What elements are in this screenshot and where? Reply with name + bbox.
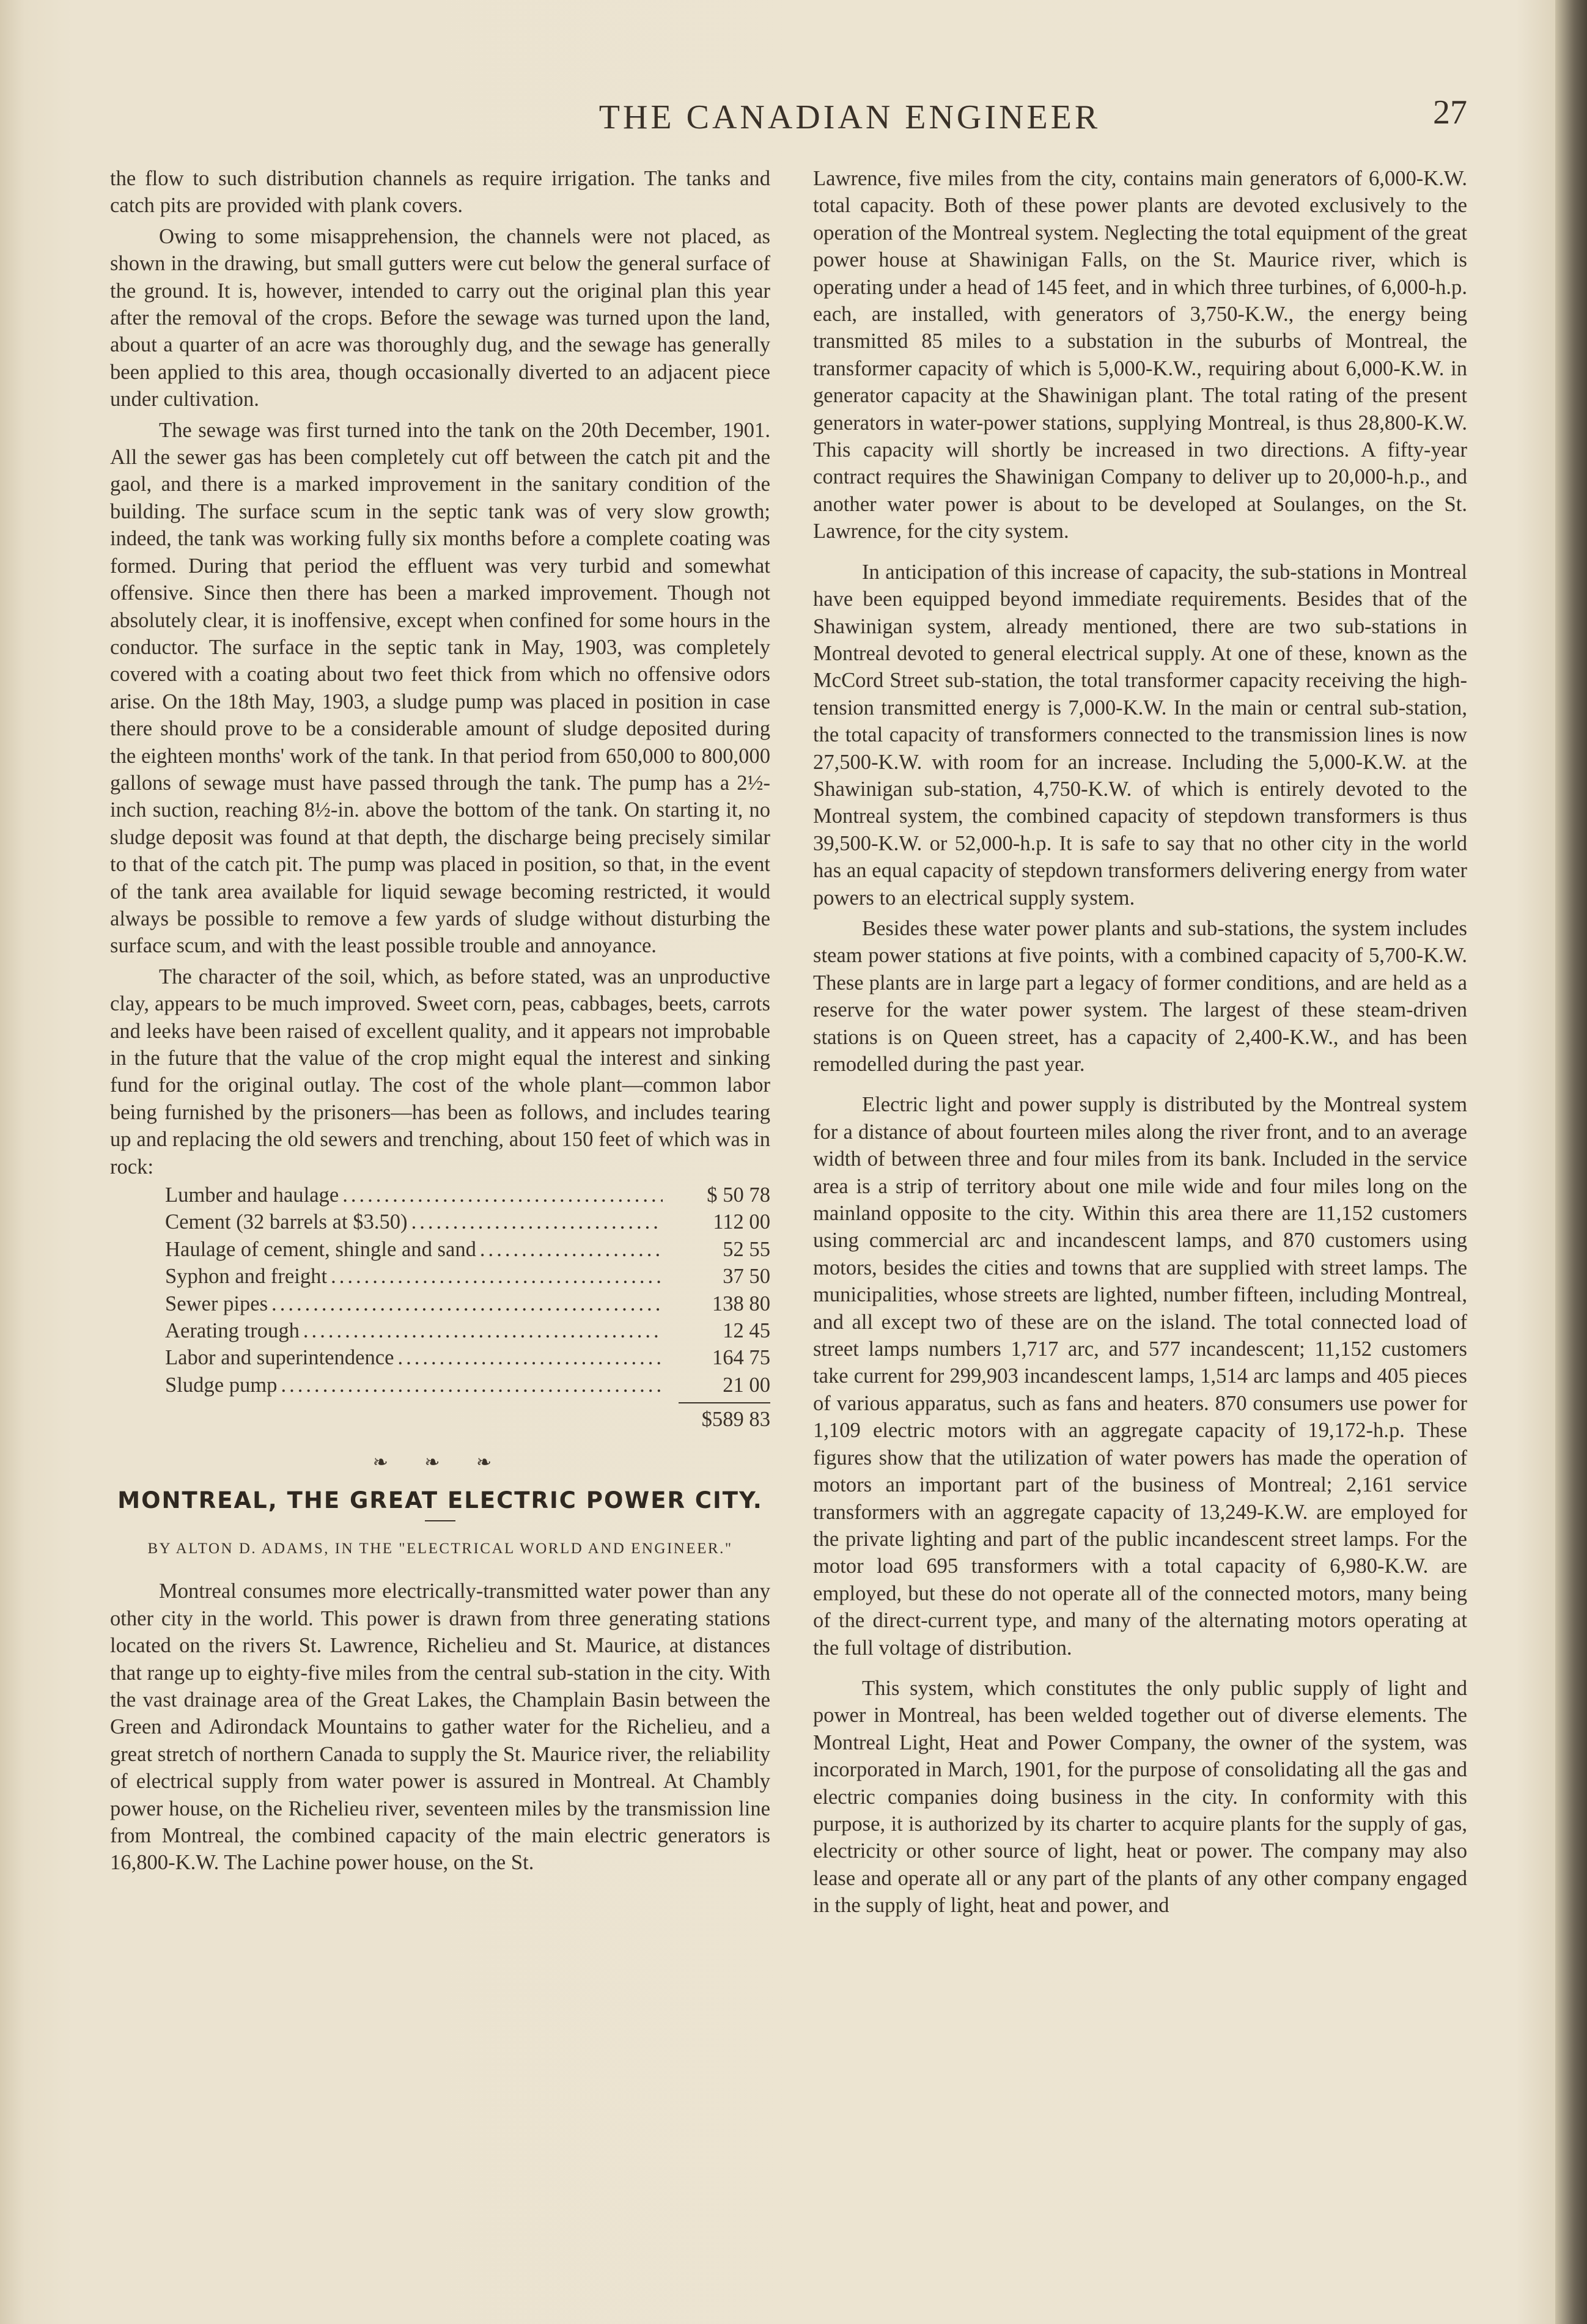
paragraph: Owing to some misapprehension, the channels were not placed, as shown in the drawing, but small gutters were cut below the general surface of the ground. It is, however, intended to carry out the original plan this year after the removal of the crops. Before the sewage was turned upon the land, about a quarter of an acre was thoroughly dug, and the sewage has generally been applied to this area, though occasionally diverted to an adjacent piece under cultivation. [110, 224, 770, 411]
cost-row [165, 1317, 770, 1344]
dot-leader [342, 1182, 663, 1208]
paragraph: The sewage was first turned into the tank on the 20th December, 1901. All the sewer gas has been completely cut off between the catch pit and the gaol, and there is a marked improvement in the sanitary condition of the building. The surface scum in the septic tank was of very slow growth; indeed, the tank was working fully six months before a complete coating was formed. During that period the effluent was very turbid and somewhat offensive. Since then there has been a marked improvement. Though not absolutely clear, it is inoffensive, except when confined for some hours in the conductor. The surface in the septic tank in May, 1903, was completely covered with a coating about two feet thick from which no offensive odors arise. On the 18th May, 1903, a sludge pump was placed in position in case there should prove to be a considerable amount of sludge deposited during the eighteen months' work of the tank. In that period from 650,000 to 800,000 gallons of sewage must have passed through the tank. The pump has a 2½-inch suction, reaching 8½-in. above the bottom of the tank. On starting it, no sludge deposit was found at that depth, the discharge being precisely similar to that of the catch pit. The pump was placed in position, so that, in the event of the tank area available for liquid sewage becoming restricted, it would always be possible to remove a few yards of sludge without disturbing the surface scum, and with the least possible trouble and annoyance. [110, 418, 770, 958]
cost-row [165, 1208, 770, 1235]
cost-row [165, 1372, 770, 1399]
dot-leader [480, 1236, 663, 1263]
cost-total: $589 83 [701, 1408, 770, 1432]
article-byline: BY ALTON D. ADAMS, IN THE "ELECTRICAL WORLD AND ENGINEER." [147, 1540, 733, 1557]
page-number: 27 [1433, 94, 1467, 131]
binding-edge [1555, 0, 1587, 2324]
cost-amount: 12 45 [723, 1318, 770, 1342]
cost-amount: 52 55 [723, 1237, 770, 1261]
paragraph: In anticipation of this increase of capacity, the sub-stations in Montreal have been equipped beyond immediate requirements. Besides that of the Shawinigan system, already mentioned, there are two sub-stations in Montreal devoted to general electrical supply. At one of these, known as the McCord Street sub-station, the total transformer capacity receiving the high-tension transmitted energy is 7,000-K.W. In the main or central sub-station, the total capacity of transformers connected to the transmission lines is now 27,500-K.W. with room for an increase. Including the 5,000-K.W. at the Shawinigan sub-station, 4,750-K.W. of which is entirely devoted to the Montreal system, the combined capacity of stepdown transformers is thus 39,500-K.W. or 52,000-h.p. It is safe to say that no other city in the world has an equal capacity of stepdown transformers delivering energy from water powers to an electrical supply system. [813, 560, 1467, 910]
journal-title: THE CANADIAN ENGINEER [598, 98, 1101, 136]
dot-leader [271, 1290, 663, 1317]
right-column [813, 165, 1467, 1919]
cost-item: Sewer pipes [165, 1292, 268, 1315]
dot-leader [331, 1263, 663, 1290]
cost-amount: 112 00 [713, 1210, 770, 1234]
paragraph: This system, which constitutes the only public supply of light and power in Montreal, has been welded together out of diverse elements. The Montreal Light, Heat and Power Company, the owner of the system, was incorporated in March, 1901, for the purpose of consolidating all the gas and electric companies doing business in the city. In conformity with this purpose, it is authorized by its charter to acquire plants for the supply of gas, electricity or other source of light, heat or power. The company may also lease and operate all or any part of the plants of any other company engaged in the supply of light, heat and power, and [813, 1676, 1467, 1918]
cost-item: Lumber and haulage [165, 1183, 339, 1207]
cost-amount: 21 00 [723, 1373, 770, 1397]
total-rule [679, 1402, 770, 1403]
cost-item: Syphon and freight [165, 1265, 328, 1289]
cost-amount: 37 50 [723, 1265, 770, 1289]
section-ornament: ❧ ❧ ❧ [372, 1452, 508, 1473]
cost-row [165, 1344, 770, 1371]
cost-item: Haulage of cement, shingle and sand [165, 1237, 476, 1261]
cost-row [165, 1290, 770, 1317]
cost-row [165, 1182, 770, 1208]
paragraph: Electric light and power supply is distributed by the Montreal system for a distance of about fourteen miles along the river front, and to an average width of between three and four miles from its bank. Included in the service area is a strip of territory about one mile wide and four miles long on the mainland opposite to the city. Within this area there are 11,152 customers using commercial arc and incandescent lamps, and 870 customers using motors, besides the cities and towns that are supplied with street lamps. The municipalities, whose streets are lighted, number fifteen, including Montreal, and all except two of these are on the island. The total connected load of street lamps numbers 1,717 arc, and 577 incandescent; 11,152 customers take current for 299,903 incandescent lamps, 1,514 arc lamps and 405 pieces of various apparatus, such as fans and heaters. 870 consumers use power for 1,109 electric motors with an aggregate capacity of 19,172-h.p. These figures show that the utilization of water powers has made the operation of motors an important part of the business of Montreal; 2,161 service transformers with an aggregate capacity of 13,249-K.W. are employed for the private lighting and part of the public incandescent street lamps. For the motor load 695 transformers with a total capacity of 6,980-K.W. are employed, but these do not operate all of the connected motors, many being of the direct-current type, and many of the alternating motors operating at the full voltage of distribution. [813, 1093, 1467, 1660]
paragraph: Besides these water power plants and sub-stations, the system includes steam power stations at five points, with a combined capacity of 5,700-K.W. These plants are in large part a legacy of former conditions, and are held as a reserve for the water power system. The largest of these steam-driven stations is on Queen street, has a capacity of 2,400-K.W., and has been remodelled during the past year. [813, 916, 1467, 1076]
cost-amount: 138 80 [712, 1292, 770, 1315]
cost-row [165, 1236, 770, 1263]
cost-item: Sludge pump [165, 1373, 278, 1397]
cost-item: Labor and superintendence [165, 1346, 394, 1370]
dot-leader [411, 1208, 663, 1235]
cost-row [165, 1263, 770, 1290]
dot-leader [397, 1344, 663, 1371]
cost-item: Aerating trough [165, 1318, 300, 1342]
paragraph: Montreal consumes more electrically-transmitted water power than any other city in the world. This power is drawn from three generating stations located on the rivers St. Lawrence, Richelieu and St. Maurice, at distances that range up to eighty-five miles from the central sub-station in the city. With the vast drainage area of the Great Lakes, the Champlain Basin between the Green and Adirondack Mountains to gather water for the Richelieu, and a great stretch of northern Canada to supply the St. Maurice river, the reliability of electrical supply from water power is assured in Montreal. At Chambly power house, on the Richelieu river, seventeen miles by the transmission line from Montreal, the combined capacity of the main electric generators is 16,800-K.W. The Lachine power house, on the St. [110, 1579, 770, 1875]
dot-leader [281, 1372, 663, 1399]
cost-table [110, 1182, 770, 1433]
cost-item: Cement (32 barrels at $3.50) [165, 1210, 408, 1234]
article-title: MONTREAL, THE GREAT ELECTRIC POWER CITY. [117, 1487, 763, 1513]
left-column [110, 165, 770, 1877]
paragraph: The character of the soil, which, as before stated, was an unproductive clay, appears to be much improved. Sweet corn, peas, cabbages, beets, carrots and leeks have been raised of excellent quality, and it appears not improbable in the future that the value of the crop might equal the interest and sinking fund for the original outlay. The cost of the whole plant—common labor being furnished by the prisoners—has been as follows, and includes tearing up and replacing the old sewers and trenching, about 150 feet of which was in rock: [110, 965, 770, 1179]
cost-amount: $ 50 78 [707, 1183, 770, 1207]
cost-amount: 164 75 [712, 1346, 770, 1370]
dot-leader [303, 1317, 663, 1344]
page-header [110, 94, 1492, 147]
paragraph: the flow to such distribution channels as require irrigation. The tanks and catch pits are provided with plank covers. [110, 167, 770, 218]
title-rule [425, 1520, 455, 1521]
paragraph: Lawrence, five miles from the city, contains main generators of 6,000-K.W. total capacity. Both of these power plants are devoted exclusively to the operation of the Montreal system. Neglecting the total equipment of the great power house at Shawinigan Falls, on the St. Maurice river, which is operating under a head of 145 feet, and in which three turbines, of 6,000-h.p. each, are installed, with generators of 3,750-K.W., the energy being transmitted 85 miles to a substation in the suburbs of Montreal, the transformer capacity of which is 5,000-K.W., requiring about 6,000-K.W. in generator capacity at the Shawinigan plant. The total rating of the present generators in water-power stations, supplying Montreal, is thus 28,800-K.W. This capacity will shortly be increased in two directions. A fifty-year contract requires the Shawinigan Company to deliver up to 20,000-h.p., and another water power is about to be developed at Soulanges, on the St. Lawrence, for the city system. [813, 167, 1467, 543]
